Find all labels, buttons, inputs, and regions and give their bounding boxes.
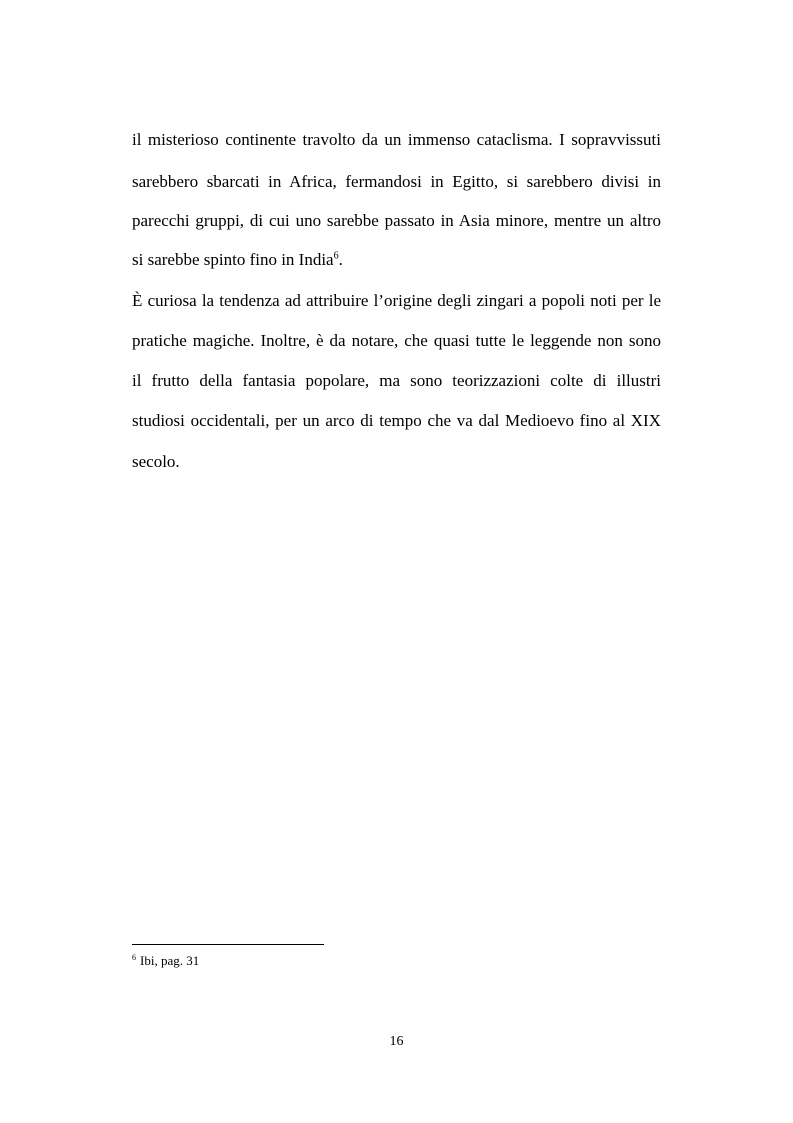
page-number: 16 <box>389 1034 404 1049</box>
body-line-4-text: si sarebbe spinto fino in India <box>132 250 334 269</box>
footnote <box>132 953 199 969</box>
footnote-reference[interactable]: 6 <box>333 250 339 262</box>
body-line-8: studiosi occidentali, per un arco di tempo che va dal Medioevo fino al XIX <box>132 411 661 430</box>
body-line-5: È curiosa la tendenza ad attribuire l’origine degli zingari a popoli noti per le <box>132 291 661 310</box>
body-line-2: sarebbero sbarcati in Africa, fermandosi in Egitto, si sarebbero divisi in <box>132 172 661 191</box>
body-line-3: parecchi gruppi, di cui uno sarebbe passato in Asia minore, mentre un altro <box>132 211 661 230</box>
footnote-separator <box>132 944 324 945</box>
body-line-6: pratiche magiche. Inoltre, è da notare, che quasi tutte le leggende non sono <box>132 331 661 350</box>
body-line-1: il misterioso continente travolto da un immenso cataclisma. I sopravvissuti <box>132 130 661 149</box>
footnote-number: 6 <box>132 952 136 962</box>
body-line-4 <box>132 250 661 270</box>
body-line-4-end: . <box>338 250 343 269</box>
body-line-9: secolo. <box>132 452 180 471</box>
body-line-7: il frutto della fantasia popolare, ma sono teorizzazioni colte di illustri <box>132 371 661 390</box>
footnote-text: Ibi, pag. 31 <box>140 953 200 968</box>
